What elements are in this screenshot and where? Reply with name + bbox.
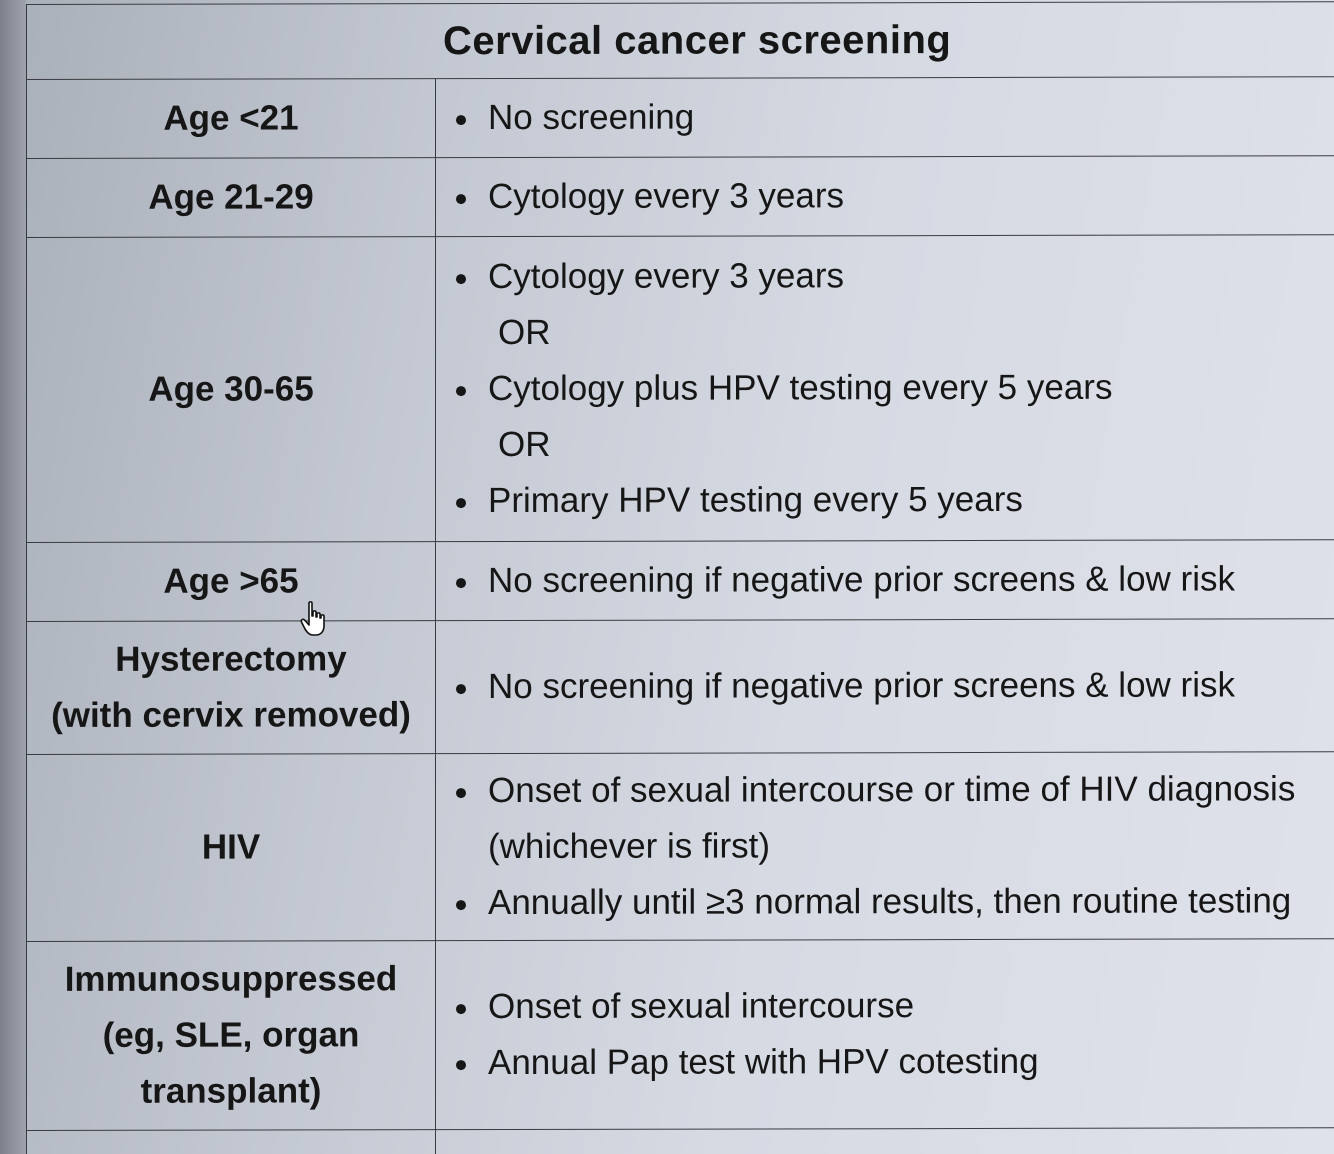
recommendation-item: No screening <box>454 88 1334 146</box>
row-age-30-65 <box>27 235 1334 543</box>
recommendation-item: Annual Pap test with HPV cotesting <box>454 1033 1334 1091</box>
recommendation-item: Cytology every 3 years <box>454 247 1334 305</box>
table-title: Cervical cancer screening <box>27 2 1334 80</box>
row-label-line: (eg, SLE, organ <box>102 1015 360 1055</box>
row-age-over-65 <box>27 540 1334 622</box>
or-separator: OR <box>498 312 551 353</box>
row-label-line: (with cervix removed) <box>51 695 411 735</box>
row-hiv <box>27 752 1334 942</box>
row-label-line: Age 30-65 <box>148 369 314 409</box>
recommendation-item: Annually until ≥3 normal results, then routine testing <box>454 873 1334 931</box>
row-label-line: Hysterectomy <box>115 639 347 679</box>
monitor-bezel <box>0 0 26 1154</box>
table-row-cutoff <box>27 1128 1334 1154</box>
recommendation-item: Cytology plus HPV testing every 5 years <box>454 359 1334 417</box>
recommendation-item: No screening if negative prior screens & low risk <box>454 657 1334 715</box>
row-label-line: Age <21 <box>163 98 299 138</box>
row-hysterectomy <box>27 619 1334 755</box>
row-label-line: transplant) <box>140 1071 322 1111</box>
recommendation-line: Onset of sexual intercourse or time of HIV diagnosis <box>488 769 1296 811</box>
row-immunosuppressed <box>27 939 1334 1131</box>
recommendation-item <box>454 761 1334 875</box>
recommendation-list <box>454 977 1334 1091</box>
row-label <box>27 1130 436 1154</box>
recommendation-item: Onset of sexual intercourse <box>454 977 1334 1035</box>
recommendation-item: Cytology every 3 years <box>454 167 1334 225</box>
row-label <box>27 542 436 622</box>
row-label <box>27 754 436 942</box>
row-label <box>27 941 436 1131</box>
row-label-line: Age >65 <box>163 561 299 601</box>
row-label <box>27 79 436 159</box>
recommendation-list <box>454 657 1334 715</box>
row-recommendation <box>436 235 1334 542</box>
row-age-21-29 <box>27 156 1334 238</box>
row-label <box>27 621 436 755</box>
row-recommendation <box>436 540 1334 621</box>
recommendation-line: (whichever is first) <box>488 826 770 867</box>
or-separator: OR <box>498 424 551 465</box>
recommendation-list <box>454 88 1334 146</box>
row-recommendation <box>436 939 1334 1130</box>
row-recommendation <box>436 752 1334 941</box>
recommendation-item: No screening if negative prior screens & low risk <box>454 551 1334 609</box>
recommendation-list <box>454 761 1334 931</box>
recommendation-list <box>454 551 1334 609</box>
recommendation-item: Primary HPV testing every 5 years <box>454 471 1334 529</box>
row-label-line: Age 21-29 <box>148 177 314 217</box>
row-label-line: HIV <box>201 827 261 867</box>
recommendation-list <box>454 247 1334 529</box>
cervical-screening-table <box>26 1 1334 1154</box>
row-label-line: Immunosuppressed <box>64 959 398 999</box>
row-label <box>27 158 436 238</box>
hand-pointer-icon <box>300 600 330 638</box>
row-recommendation <box>436 1128 1334 1154</box>
row-label <box>27 237 436 543</box>
row-recommendation <box>436 77 1334 158</box>
recommendation-list <box>454 167 1334 225</box>
table-header-row <box>27 2 1334 80</box>
row-age-under-21 <box>27 77 1334 159</box>
row-recommendation <box>436 156 1334 237</box>
row-recommendation <box>436 619 1334 754</box>
